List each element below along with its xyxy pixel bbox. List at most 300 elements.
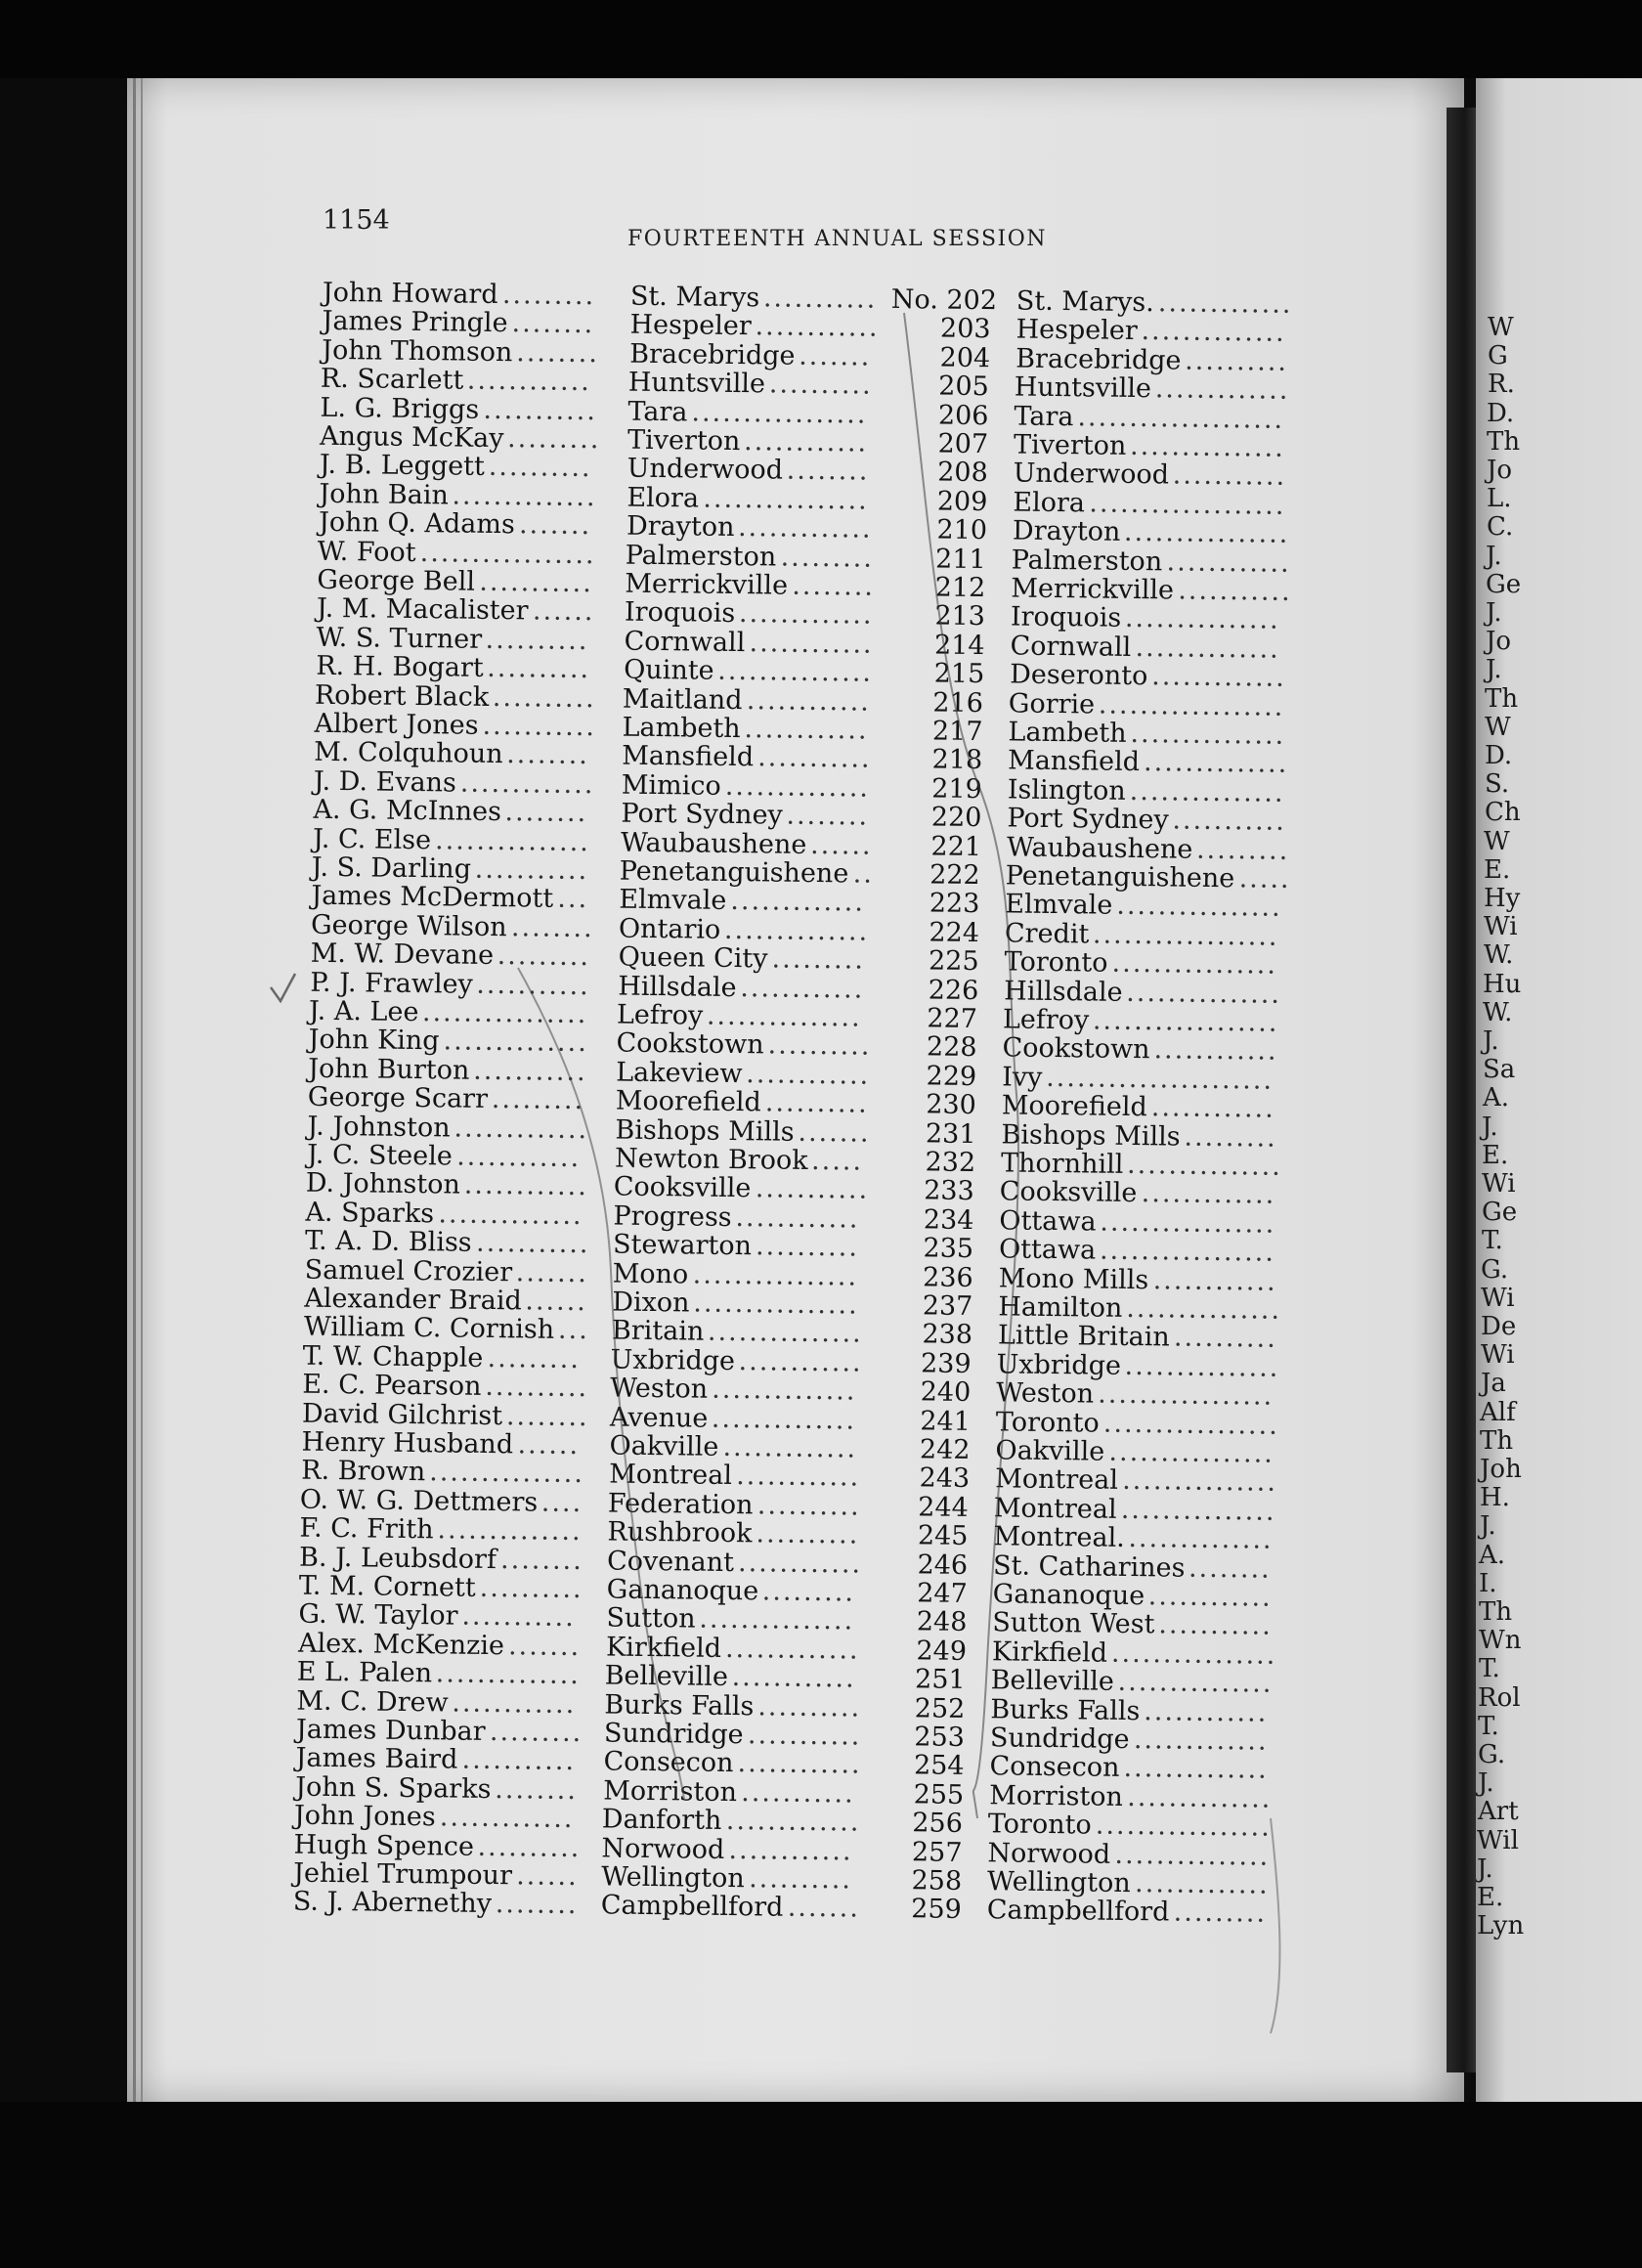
leader-dots: ............ [1152, 1264, 1277, 1297]
leader-dots: ......... [761, 1576, 856, 1608]
leader-dots: .... [540, 1487, 583, 1518]
representative-name: W. Foot [317, 536, 416, 568]
lodge-location: Lefroy [1002, 1004, 1090, 1036]
leader-dots: ............ [735, 1201, 860, 1235]
leader-dots: ............. [459, 767, 595, 801]
facing-page-fragment: Hy [1484, 884, 1521, 913]
representative-name: R. H. Bogart [316, 650, 484, 684]
leader-dots: .............. [712, 1374, 857, 1407]
leader-dots: .............. [724, 770, 871, 804]
lodge-name: Mansfield [621, 740, 755, 773]
lodge-number: 218 [931, 744, 983, 776]
representative-name: William C. Cornish [303, 1312, 555, 1346]
leader-dots: ....... [515, 1256, 588, 1288]
lodge-name: Bracebridge [629, 338, 796, 371]
lodge-name: Britain [611, 1315, 705, 1348]
leader-dots: .............. [1123, 1753, 1269, 1786]
leader-dots: ...................... [1046, 1062, 1275, 1096]
representative-name: John Q. Adams [318, 506, 515, 541]
lodge-number: 232 [925, 1147, 976, 1179]
representative-name: J. S. Darling [311, 851, 472, 885]
leader-dots: ................ [1111, 947, 1278, 981]
leader-dots: .............. [1127, 1781, 1273, 1814]
facing-page-fragment: A. [1479, 1540, 1506, 1570]
leader-dots: ............... [1129, 430, 1286, 463]
leader-dots: ........ [786, 456, 870, 488]
representative-name: P. J. Frawley [310, 967, 473, 1000]
lodge-number: 225 [928, 945, 979, 978]
lodge-location: Drayton [1012, 515, 1121, 547]
lodge-location: Underwood [1013, 458, 1170, 491]
leader-dots: ............. [439, 1802, 575, 1835]
lodge-number: 212 [934, 572, 986, 604]
leader-dots: ......... [501, 280, 596, 312]
leader-dots: ........... [461, 1745, 577, 1777]
representative-name: R. Scarlett [320, 363, 464, 396]
representative-name: Robert Black [314, 679, 490, 713]
leader-dots: ............... [1126, 977, 1282, 1010]
facing-page-fragment: Hu [1483, 969, 1522, 999]
representative-name: David Gilchrist [301, 1398, 503, 1431]
lodge-location: Hespeler [1015, 314, 1138, 347]
lodge-number: 206 [937, 400, 989, 431]
leader-dots: ............... [1126, 1149, 1283, 1182]
lodge-number: 211 [934, 544, 986, 575]
lodge-number: 253 [914, 1722, 966, 1753]
lodge-location: Mono Mills [998, 1262, 1149, 1295]
facing-page-fragment: L. [1487, 484, 1512, 514]
lodge-name: Campbellford [600, 1890, 784, 1924]
leader-dots: ............. [1154, 373, 1290, 407]
lodge-name: Norwood [601, 1833, 725, 1865]
leader-dots: ............ [1166, 545, 1291, 579]
representative-name: M. Colquhoun [314, 737, 503, 770]
representative-name: Henry Husband [301, 1426, 514, 1461]
lodge-number: 227 [927, 1003, 978, 1035]
lodge-number: 243 [919, 1462, 971, 1495]
leader-dots: ................. [1098, 1378, 1275, 1412]
representative-name: J. B. Leggett [319, 450, 486, 483]
facing-page [1476, 78, 1642, 2102]
facing-page-fragment: J. [1482, 1112, 1498, 1142]
lodge-number: 222 [929, 859, 980, 892]
leader-dots: .......... [755, 1231, 860, 1263]
leader-dots: ........ [792, 570, 876, 602]
representative-name: John Thomson [322, 334, 513, 368]
lodge-number: 255 [913, 1779, 965, 1810]
leader-dots: .............. [437, 1514, 583, 1548]
lodge-name: Kirkfield [605, 1632, 722, 1664]
facing-page-fragment: Wil [1477, 1825, 1519, 1855]
leader-dots: ................ [692, 1259, 859, 1292]
lodge-location: Lambeth [1008, 717, 1127, 749]
lodge-name: Wellington [600, 1861, 745, 1895]
representative-name: A. Sparks [305, 1197, 435, 1230]
leader-dots: ........ [495, 1889, 579, 1921]
leader-dots: ............. [1133, 1724, 1269, 1757]
representative-name: J. Johnston [307, 1111, 451, 1144]
leader-dots: ........... [474, 853, 589, 887]
lodge-location: Ottawa [999, 1205, 1097, 1238]
leader-dots: ........... [1158, 1609, 1273, 1642]
lodge-name: Ontario [618, 913, 721, 945]
lodge-number: 220 [930, 802, 982, 834]
leader-dots: .......... [1173, 1322, 1277, 1355]
leader-dots: ........... [476, 969, 590, 1001]
representative-name: James Pringle [322, 306, 508, 339]
lodge-location: Cooksville [999, 1176, 1138, 1209]
lodge-location: Bishops Mills [1001, 1118, 1181, 1153]
leader-dots: .............. [1143, 747, 1289, 780]
facing-page-fragment: Wi [1484, 912, 1518, 942]
leader-dots: ............ [737, 1547, 863, 1580]
lodge-location: Belleville [990, 1665, 1115, 1698]
lodge-number: 214 [933, 630, 985, 661]
representative-name: R. Brown [301, 1456, 426, 1488]
leader-dots: .............. [438, 1199, 583, 1231]
leader-dots: .......... [492, 681, 596, 714]
leader-dots: ................ [693, 1287, 859, 1321]
facing-page-fragment: G. [1478, 1740, 1506, 1769]
lodge-location: Elora [1013, 487, 1086, 519]
leader-dots: ........... [1172, 805, 1287, 838]
lodge-location: Port Sydney [1007, 803, 1169, 836]
lodge-location: Campbellford [986, 1895, 1170, 1928]
facing-page-fragment: J. [1486, 598, 1502, 628]
leader-dots: ............... [1130, 718, 1286, 751]
lodge-name: Moorefield [615, 1085, 762, 1118]
lodge-number: 259 [911, 1894, 962, 1926]
leader-dots: ........ [1188, 1552, 1272, 1585]
leader-dots: ............. [730, 886, 866, 919]
lodge-number: 234 [923, 1204, 974, 1236]
leader-dots: ............. [725, 1806, 861, 1838]
leader-dots: .................. [1092, 919, 1279, 952]
lodge-location: Norwood [987, 1837, 1111, 1870]
leader-dots: ............ [738, 1345, 863, 1378]
leader-dots: ............ [743, 426, 869, 458]
leader-dots: ............... [1117, 1667, 1274, 1699]
lodge-name: Consecon [603, 1746, 734, 1779]
lodge-location: Iroquois [1010, 601, 1122, 634]
leader-dots: ........ [495, 1773, 579, 1806]
leader-dots: .............. [723, 914, 870, 947]
lodge-location: Montreal [993, 1493, 1117, 1525]
representative-name: George Bell [317, 564, 476, 597]
leader-dots: ........... [473, 1055, 587, 1087]
lodge-number: 204 [939, 342, 991, 373]
leader-dots: .. [852, 858, 875, 890]
leader-dots: .............. [443, 1025, 588, 1059]
facing-page-fragment: Th [1479, 1597, 1513, 1627]
lodge-name: St. Marys [629, 281, 760, 314]
lodge-name: Sundridge [603, 1718, 744, 1751]
lodge-name: Underwood [627, 454, 784, 486]
lodge-name: Queen City [618, 941, 768, 975]
running-head: FOURTEENTH ANNUAL SESSION [627, 227, 1048, 251]
leader-dots: ......... [1173, 1897, 1268, 1930]
lodge-number: 208 [937, 457, 988, 489]
lodge-number: 231 [925, 1118, 976, 1150]
representative-name: Hugh Spence [293, 1829, 475, 1862]
facing-page-fragment: W [1484, 826, 1510, 856]
lodge-name: Bishops Mills [615, 1114, 795, 1148]
lodge-number: 252 [914, 1692, 966, 1724]
leader-dots: .......... [767, 1029, 872, 1063]
leader-dots: ............ [1150, 1092, 1276, 1124]
lodge-number: 224 [929, 917, 980, 948]
leader-dots: ............ [466, 365, 592, 398]
lodge-name: Tiverton [627, 424, 741, 458]
leader-dots: .............. [1128, 1523, 1274, 1555]
representative-name: John Bain [319, 478, 450, 511]
leader-dots: ............... [707, 1317, 863, 1350]
facing-page-fragment: G [1488, 341, 1508, 371]
facing-page-fragment: A. [1483, 1083, 1510, 1113]
lodge-location: St. Marys. [1015, 285, 1154, 319]
lodge-location: Consecon [989, 1751, 1120, 1784]
representative-name: W. S. Turner [316, 622, 483, 655]
lodge-location: Credit [1004, 918, 1090, 950]
leader-dots: .......... [756, 1518, 860, 1550]
leader-dots: ............ [749, 627, 874, 660]
leader-dots: ............. [454, 1112, 589, 1145]
lodge-number: No. 202 [890, 284, 998, 317]
lodge-number: 249 [916, 1636, 968, 1667]
lodge-number: 230 [926, 1089, 977, 1121]
lodge-name: Merrickville [625, 568, 789, 601]
lodge-number: 258 [911, 1865, 963, 1897]
lodge-name: Lakeview [616, 1057, 743, 1089]
lodge-name: Palmerston [625, 540, 777, 573]
lodge-location: Hillsdale [1004, 975, 1123, 1008]
leader-dots: ........ [516, 337, 600, 370]
lodge-number: 237 [922, 1290, 973, 1323]
lodge-number: 235 [923, 1233, 974, 1265]
leader-dots: ......... [506, 423, 601, 456]
leader-dots: .............. [435, 1658, 582, 1691]
leader-dots: .......... [485, 1372, 589, 1404]
leader-dots: ................. [691, 397, 868, 430]
leader-dots: ...... [532, 595, 595, 628]
leader-dots: ......... [771, 943, 866, 976]
lodge-number: 205 [938, 371, 990, 403]
leader-dots: .......... [479, 1572, 583, 1605]
leader-dots: ........... [755, 1173, 870, 1206]
lodge-number: 240 [920, 1376, 972, 1409]
facing-page-fragment: C. [1487, 512, 1514, 543]
lodge-name: Federation [607, 1488, 754, 1521]
lodge-location: Tara [1014, 401, 1074, 432]
leader-dots: .......... [748, 1863, 853, 1896]
lodge-location: Huntsville [1014, 371, 1152, 405]
leader-dots: .................... [1077, 401, 1285, 435]
lodge-name: Penetanguishene [619, 855, 849, 890]
lodge-location: Little Britain [997, 1320, 1170, 1353]
lodge-location: Montreal. [993, 1521, 1125, 1554]
leader-dots: ............ [737, 1748, 862, 1781]
lodge-number: 242 [919, 1434, 971, 1465]
leader-dots: ... [557, 1315, 589, 1346]
lodge-name: Elora [627, 482, 700, 514]
lodge-name: Mimico [621, 769, 721, 802]
lodge-location: Ottawa [998, 1234, 1097, 1266]
facing-page-fragment: Art [1478, 1797, 1519, 1827]
lodge-location: Mansfield [1007, 745, 1141, 778]
representative-name: John Burton [308, 1053, 470, 1086]
lodge-number: 210 [936, 514, 988, 546]
leader-dots: .......... [485, 624, 589, 656]
leader-dots: .............. [1141, 316, 1286, 349]
leader-dots: ... [557, 884, 589, 915]
leader-dots: ........... [475, 1227, 590, 1260]
representative-name: Alex. McKenzie [297, 1628, 505, 1661]
lodge-name: Cornwall [624, 626, 746, 658]
lodge-name: Quinte [624, 654, 714, 686]
leader-dots: ............... [1121, 1465, 1278, 1499]
representative-name: Samuel Crozier [304, 1254, 513, 1287]
facing-page-fragment: Lyn [1477, 1911, 1525, 1941]
lodge-location: Uxbridge [996, 1349, 1122, 1381]
leader-dots: ......... [497, 940, 591, 973]
page-number: 1154 [323, 205, 390, 236]
leader-dots: ............ [755, 311, 880, 344]
leader-dots: ............... [717, 655, 874, 688]
lodge-name: Iroquois [624, 597, 736, 630]
lodge-name: Cooksville [613, 1171, 752, 1204]
facing-page-fragment: Wn [1479, 1626, 1522, 1656]
lodge-name: Sutton [606, 1602, 696, 1635]
facing-page-fragment: E. [1484, 854, 1511, 885]
leader-dots: ..... [1238, 863, 1291, 894]
leader-dots: ........ [505, 1400, 589, 1432]
leader-dots: ....... [787, 1893, 861, 1925]
lodge-location: Cornwall [1010, 631, 1132, 663]
lodge-name: Waubaushene [620, 827, 807, 860]
representative-name: Alexander Braid [304, 1283, 522, 1317]
lodge-name: Stewarton [612, 1229, 753, 1262]
lodge-name: Weston [610, 1373, 709, 1405]
lodge-location: Oakville [995, 1435, 1105, 1467]
representative-name: Albert Jones [314, 708, 479, 741]
facing-page-fragment: W [1488, 313, 1514, 342]
lodge-location: Sundridge [989, 1723, 1130, 1756]
lodge-location: Waubaushene [1006, 832, 1193, 865]
representative-name: M. W. Devane [310, 938, 495, 972]
leader-dots: ....... [799, 340, 872, 372]
leader-dots: ................ [421, 997, 588, 1030]
facing-page-fragment: W. [1483, 997, 1513, 1027]
facing-page-fragment: E. [1477, 1883, 1504, 1912]
facing-page-fragment: H. [1480, 1483, 1510, 1513]
lodge-name: Avenue [609, 1402, 709, 1434]
lodge-location: Weston [996, 1377, 1095, 1410]
facing-page-fragment: J. [1483, 1026, 1499, 1056]
facing-page-fragment: Jo [1487, 456, 1513, 485]
representative-name: A. G. McInnes [313, 794, 502, 828]
lodge-name: Oakville [609, 1430, 719, 1462]
lodge-location: Kirkfield [991, 1636, 1108, 1669]
representative-name: J. M. Macalister [316, 593, 529, 627]
lodge-number: 241 [920, 1405, 972, 1437]
leader-dots: .......... [1184, 345, 1289, 377]
leader-dots: ........... [479, 566, 593, 599]
representative-name: E L. Palen [296, 1656, 433, 1689]
facing-page-fragment: J. [1477, 1854, 1493, 1884]
facing-page-fragment: Th [1480, 1425, 1514, 1456]
lodge-number: 254 [913, 1750, 965, 1782]
leader-dots: ......... [487, 1342, 582, 1374]
lodge-location: St. Catharines [992, 1549, 1186, 1584]
leader-dots: .............. [1135, 632, 1280, 665]
lodge-name: Mono [612, 1258, 689, 1290]
lodge-name: Lefroy [616, 999, 704, 1031]
lodge-location: Merrickville [1011, 573, 1175, 606]
leader-dots: ........ [510, 912, 594, 944]
leader-dots: ............ [744, 714, 869, 746]
leader-dots: ............ [1144, 1695, 1269, 1728]
lodge-name: Danforth [601, 1804, 722, 1837]
lodge-number: 226 [928, 975, 979, 1006]
representative-name: J. C. Else [312, 823, 432, 855]
leader-dots: ............. [737, 512, 873, 545]
representative-name: George Wilson [310, 909, 507, 942]
lodge-name: Covenant [606, 1546, 735, 1578]
facing-page-fragment: T. [1478, 1711, 1499, 1741]
leader-dots: ..... [810, 1145, 864, 1177]
representative-name: J. C. Steele [306, 1139, 454, 1172]
representative-name: George Scarr [307, 1081, 489, 1115]
leader-dots: ....... [518, 509, 592, 542]
facing-page-fragment: Ge [1482, 1198, 1518, 1228]
leader-dots: ................. [419, 537, 596, 570]
facing-page-fragment: W. [1484, 940, 1514, 971]
facing-page-fragment: Jo [1486, 627, 1512, 657]
lodge-name: Newton Brook [614, 1143, 808, 1176]
leader-dots: ................. [1102, 1408, 1279, 1441]
leader-dots: ................. [1099, 1235, 1276, 1268]
leader-dots: ...... [517, 1429, 581, 1461]
leader-dots: ............... [699, 1604, 855, 1636]
leader-dots: .............. [452, 480, 597, 513]
leader-dots: ................ [1123, 517, 1290, 550]
leader-dots: ............. [1151, 661, 1286, 694]
lodge-location: Gananoque [992, 1579, 1145, 1612]
lodge-location: Bracebridge [1015, 343, 1182, 376]
leader-dots: ............ [463, 1170, 588, 1202]
lodge-location: Toronto [1004, 946, 1108, 979]
lodge-name: Lambeth [622, 712, 741, 745]
lodge-number: 244 [918, 1492, 970, 1523]
lodge-name: Tara [627, 396, 688, 427]
lodge-number: 247 [917, 1578, 968, 1609]
lodge-name: Maitland [622, 683, 743, 716]
leader-dots: ......... [1184, 1121, 1277, 1154]
facing-page-fragment: Ja [1481, 1369, 1506, 1399]
leader-dots: ............ [728, 1834, 853, 1867]
leader-dots: .......... [487, 653, 591, 685]
representative-name: F. C. Frith [299, 1512, 434, 1546]
leader-dots: ........... [461, 1601, 577, 1634]
representative-name: James Dunbar [295, 1714, 486, 1747]
leader-dots: ......... [780, 542, 875, 574]
representative-name: G. W. Taylor [298, 1599, 458, 1632]
leader-dots: ...... [809, 829, 873, 861]
leader-dots: ........ [499, 1544, 583, 1576]
leader-dots: ........ [511, 308, 595, 340]
leader-dots: ........... [482, 710, 597, 743]
lodge-name: Cookstown [616, 1027, 764, 1061]
